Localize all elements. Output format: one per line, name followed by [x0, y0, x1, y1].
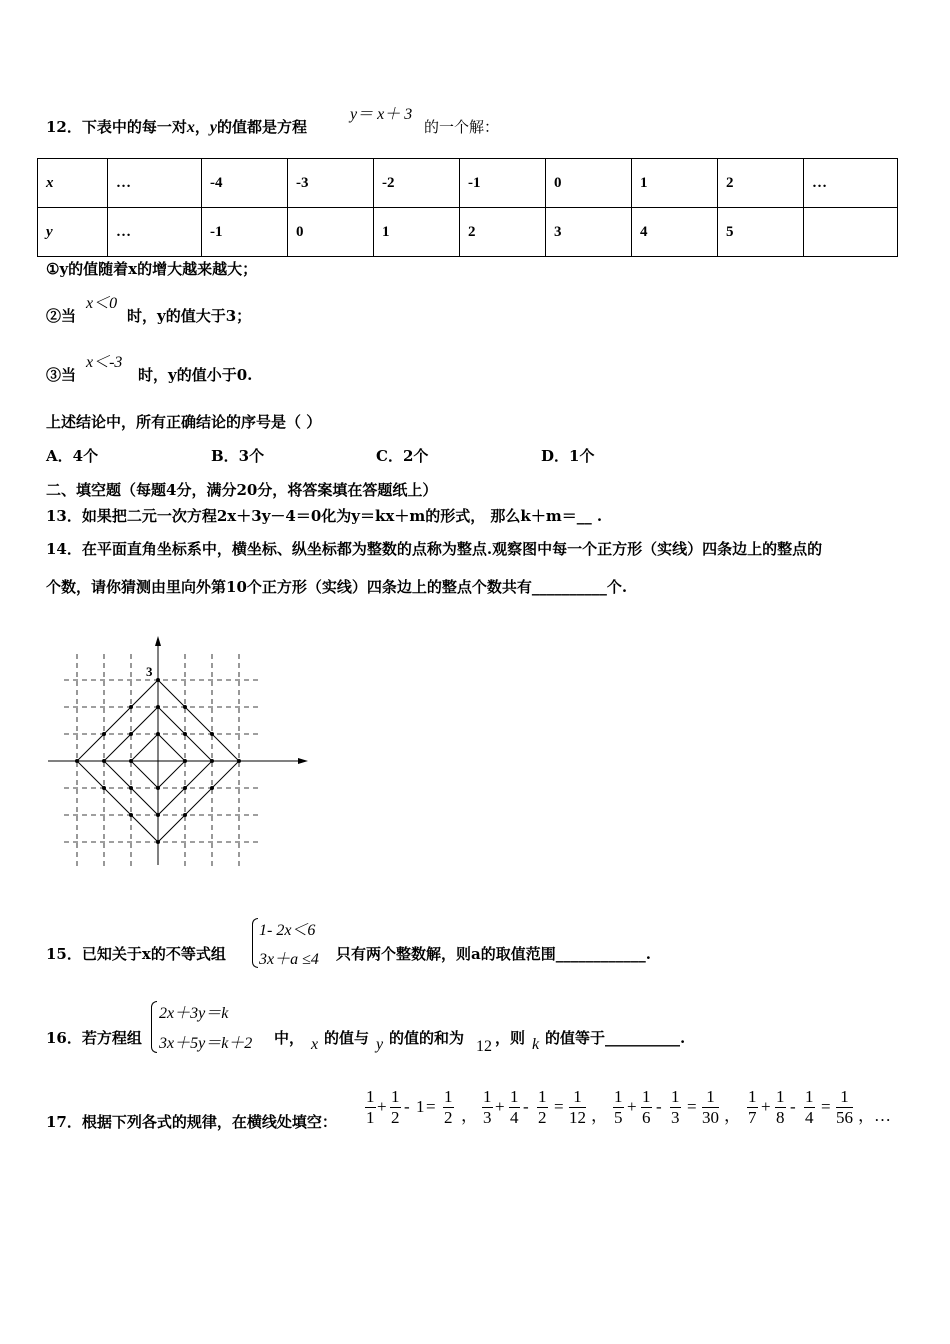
denominator: 8 [776, 1108, 785, 1127]
lattice-point [129, 732, 133, 736]
lattice-point [210, 732, 214, 736]
q12-statement-2-prefix: ②当 [46, 307, 77, 325]
fraction [775, 1087, 786, 1128]
fraction [509, 1087, 520, 1128]
q12-equation: y＝ x＋ 3 [350, 106, 413, 123]
option-b: B．3个 [211, 447, 265, 465]
denominator: 4 [805, 1108, 814, 1127]
denominator: 6 [642, 1108, 651, 1127]
table-cell: … [108, 208, 202, 257]
q12-statement-3-prefix: ③当 [46, 366, 77, 384]
q16-equation-2: 3x＋5y＝k＋2 [159, 1035, 253, 1052]
table-cell: 1 [374, 208, 460, 257]
table-cell: 1 [632, 159, 718, 208]
plus-sign: + [627, 1097, 637, 1116]
q16-prefix: 16．若方程组 [46, 1029, 142, 1047]
table-cell: -2 [374, 159, 460, 208]
numerator: 1 [805, 1087, 814, 1106]
x-axis-arrow-icon [298, 758, 308, 764]
option-d: D．1个 [541, 447, 595, 465]
q16-mid-1: 中， [274, 1029, 305, 1047]
option-a: A．4个 [46, 447, 99, 465]
fraction [836, 1087, 853, 1128]
numerator: 1 [748, 1087, 757, 1106]
q12-question: 上述结论中，所有正确结论的序号是（ ） [46, 413, 322, 431]
fraction [537, 1087, 548, 1128]
table-cell: 0 [546, 159, 632, 208]
fraction [804, 1087, 815, 1128]
q15-inequality-1: 1- 2x＜6 [259, 922, 316, 939]
q14-figure [40, 630, 320, 875]
lattice-point [210, 786, 214, 790]
numerator: 1 [391, 1087, 400, 1106]
q16-suffix: 的值等于__________. [545, 1029, 686, 1047]
table-cell: -1 [460, 159, 546, 208]
denominator: 2 [444, 1108, 453, 1127]
plus-sign: + [495, 1097, 505, 1116]
lattice-point [129, 813, 133, 817]
table-cell: -1 [202, 208, 288, 257]
equals-sign: = [687, 1097, 697, 1116]
lattice-point [183, 813, 187, 817]
fraction [670, 1087, 681, 1128]
q12-var-x: x [186, 119, 195, 136]
table-cell: 5 [718, 208, 804, 257]
y-axis-arrow-icon [155, 636, 161, 646]
q12-stem-suffix: 的一个解： [424, 118, 500, 136]
numerator: 1 [776, 1087, 785, 1106]
fraction [443, 1087, 454, 1128]
numerator: 1 [483, 1087, 492, 1106]
lattice-point [102, 786, 106, 790]
equals-sign: = [426, 1097, 436, 1116]
option-c: C．2个 [376, 447, 429, 465]
minus-sign: - [523, 1097, 529, 1116]
lattice-point [102, 732, 106, 736]
numerator: 1 [444, 1087, 453, 1106]
table-cell: 2 [460, 208, 546, 257]
denominator: 3 [483, 1108, 492, 1127]
denominator: 3 [671, 1108, 680, 1127]
comma: ， [461, 1106, 478, 1125]
section-title: 二、填空题（每题4分，满分20分，将答案填在答题纸上） [46, 481, 438, 499]
q13-text: 13．如果把二元一次方程2x＋3y－4＝0化为y＝kx＋m的形式， 那么k＋m＝__ . [46, 507, 603, 525]
table-cell: y [38, 208, 108, 257]
lattice-point [183, 732, 187, 736]
q15-inequality-2: 3x＋a ≤4 [259, 951, 319, 968]
q15-brace [252, 918, 258, 968]
minus-sign: - [404, 1097, 410, 1116]
q16-var-k: k [532, 1036, 540, 1053]
q16-mid-3: 的值的和为 [389, 1029, 465, 1047]
denominator: 12 [569, 1108, 586, 1127]
comma: ， [858, 1106, 875, 1125]
table-cell [804, 208, 898, 257]
q15-prefix: 15．已知关于x的不等式组 [46, 945, 226, 963]
denominator: 7 [748, 1108, 757, 1127]
q17-ellipsis: … [874, 1106, 891, 1125]
solution-table [37, 158, 898, 257]
lattice-point [183, 705, 187, 709]
numerator: 1 [510, 1087, 519, 1106]
fraction [613, 1087, 624, 1128]
lattice-point [183, 786, 187, 790]
numerator: 1 [538, 1087, 547, 1106]
lattice-point [129, 786, 133, 790]
q12-stem-prefix: 12．下表中的每一对 [46, 118, 187, 136]
table-cell: x [38, 159, 108, 208]
table-cell: -3 [288, 159, 374, 208]
fraction [365, 1087, 376, 1128]
denominator: 56 [836, 1108, 853, 1127]
table-row-x [38, 159, 898, 208]
equals-sign: = [821, 1097, 831, 1116]
q12-statement-2-condition: x＜0 [86, 295, 118, 312]
fraction [482, 1087, 493, 1128]
q14-line-2: 个数，请你猜测由里向外第10个正方形（实线）四条边上的整点个数共有__________个. [46, 578, 628, 596]
denominator: 30 [702, 1108, 719, 1127]
numerator: 1 [642, 1087, 651, 1106]
q12-stem-mid: 的值都是方程 [217, 118, 308, 136]
equals-sign: = [554, 1097, 564, 1116]
q16-var-y: y [376, 1036, 384, 1053]
fraction [747, 1087, 758, 1128]
denominator: 2 [391, 1108, 400, 1127]
comma: ， [591, 1106, 608, 1125]
q17-prefix: 17．根据下列各式的规律，在横线处填空： [46, 1113, 337, 1131]
q12-statement-1: ①y的值随着x的增大越来越大； [46, 260, 258, 278]
fraction [390, 1087, 401, 1128]
table-cell: 0 [288, 208, 374, 257]
numerator: 1 [836, 1087, 853, 1108]
table-cell: 4 [632, 208, 718, 257]
fraction [702, 1087, 719, 1128]
fraction [641, 1087, 652, 1128]
numerator: 1 [702, 1087, 719, 1108]
plus-sign: + [761, 1097, 771, 1116]
q12-statement-2-suffix: 时，y的值大于3； [127, 307, 252, 325]
q16-equation-1: 2x＋3y＝k [159, 1005, 229, 1022]
table-cell: -4 [202, 159, 288, 208]
y-axis-label-3: 3 [146, 664, 153, 679]
plus-sign: + [377, 1097, 387, 1116]
fraction [569, 1087, 586, 1128]
q16-mid-4: ，则 [495, 1029, 526, 1047]
q12-statement-3-condition: x＜-3 [86, 354, 123, 371]
q16-mid-2: 的值与 [324, 1029, 370, 1047]
q16-sum: 12 [476, 1038, 492, 1055]
q14-line-1: 14．在平面直角坐标系中，横坐标、纵坐标都为整数的点称为整点.观察图中每一个正方形（实线）四条边上的整点的 [46, 540, 823, 558]
minus-sign: - [656, 1097, 662, 1116]
numerator: 1 [671, 1087, 680, 1106]
numerator: 1 [569, 1087, 586, 1108]
denominator: 1 [366, 1108, 375, 1127]
denominator: 2 [538, 1108, 547, 1127]
numerator: 1 [366, 1087, 375, 1106]
denominator: 5 [614, 1108, 623, 1127]
numerator: 1 [614, 1087, 623, 1106]
comma: ， [724, 1106, 741, 1125]
q12-stem [46, 116, 307, 137]
table-cell: 3 [546, 208, 632, 257]
table-row-y [38, 208, 898, 257]
denominator: 4 [510, 1108, 519, 1127]
minus-sign: - [790, 1097, 796, 1116]
integer: 1 [416, 1097, 425, 1116]
q15-suffix: 只有两个整数解，则a的取值范围____________. [336, 945, 651, 963]
q12-statement-3-suffix: 时，y的值小于0. [138, 366, 253, 384]
table-cell: … [804, 159, 898, 208]
lattice-point [129, 705, 133, 709]
table-cell: 2 [718, 159, 804, 208]
q12-comma: ， [194, 118, 210, 136]
q16-var-x: x [311, 1036, 319, 1053]
q12-var-y: y [209, 119, 217, 136]
table-cell: … [108, 159, 202, 208]
q16-brace [151, 1001, 157, 1053]
